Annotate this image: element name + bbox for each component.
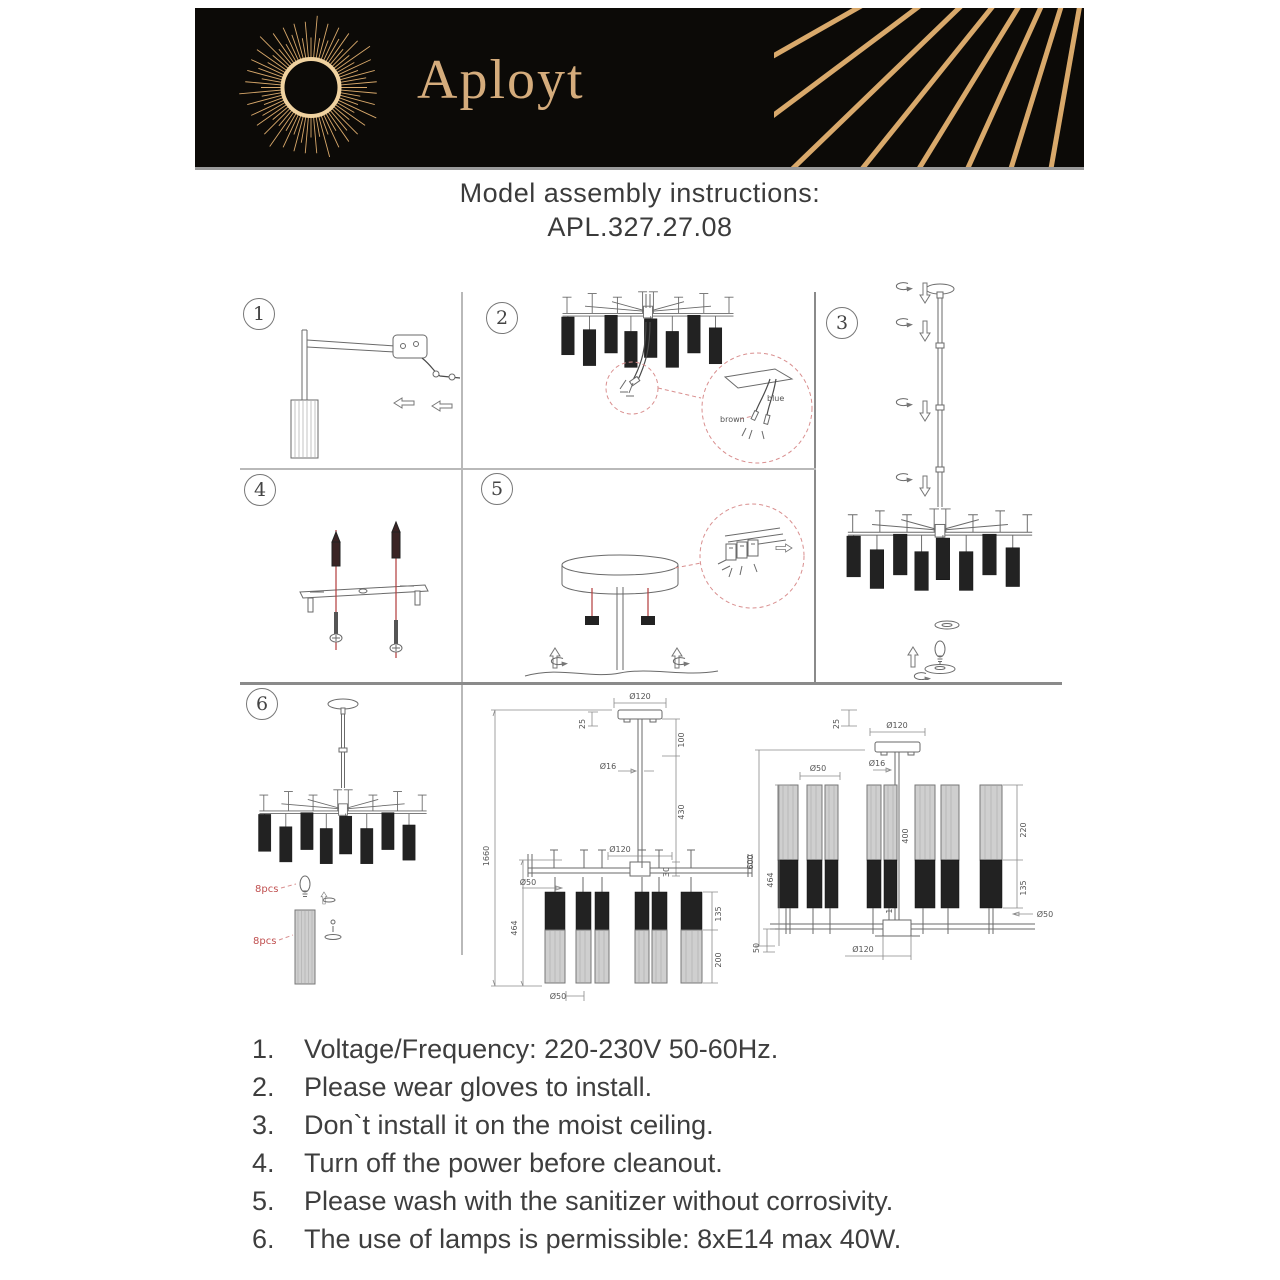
dim-100: 100 [677,732,686,748]
dim-25: 25 [832,718,841,730]
dim-464: 464 [766,872,775,888]
candle-bulb-icon [935,641,945,662]
note-number: 3. [252,1110,275,1140]
dim-30: 30 [662,866,671,878]
up-arrow-icon [908,647,918,667]
rotate-arrow-icon [896,283,913,292]
dim-600: 600 [746,854,755,870]
dim-rod-dia: Ø16 [599,762,617,771]
dim-bottom-dia: Ø50 [549,992,567,1001]
left-arrow-icon [394,398,414,408]
left-arrow-icon [432,401,452,411]
note-item [252,1068,1062,1106]
note-number: 6. [252,1224,275,1254]
dim-135: 135 [714,906,723,922]
note-text: The use of lamps is permissible: 8xE14 max 40W. [304,1224,902,1254]
note-number: 4. [252,1148,275,1178]
step-1-badge: 1 [243,298,275,330]
note-number: 1. [252,1034,275,1064]
wire-label-blue: blue [767,394,785,403]
dim-canopy-dia: Ø120 [629,692,651,701]
brand-name: Aployt [417,49,585,111]
dimension-diagram-up [745,684,1065,984]
note-item [252,1144,1062,1182]
dim-shade-dia: Ø50 [519,878,537,887]
dim-total-height: 1660 [482,845,491,867]
note-number: 2. [252,1072,275,1102]
rotate-arrow-icon [896,474,913,483]
step-4-diagram-bracket [250,480,462,680]
dim-200: 200 [714,952,723,968]
dim-220: 220 [1019,822,1028,838]
step-3-badge: 3 [826,307,858,339]
model-number: APL.327.27.08 [547,212,733,242]
rotate-arrow-icon [914,673,931,680]
dim-hub-dia: Ø120 [852,945,874,954]
note-text: Voltage/Frequency: 220-230V 50-60Hz. [304,1034,779,1064]
shade-column-group [545,892,702,983]
starburst-logo-icon [235,10,387,165]
shade-qty-label: 8pcs [253,936,277,947]
note-text: Don`t install it on the moist ceiling. [304,1110,714,1140]
step-5-badge: 5 [481,473,513,505]
dim-135: 135 [1019,880,1028,896]
dim-400: 400 [901,828,910,844]
step-4-badge: 4 [244,474,276,506]
bulb-qty-label: 8pcs [255,884,279,895]
note-item [252,1220,1062,1258]
step-3-diagram-rod-assembly [825,275,1060,680]
note-text: Turn off the power before cleanout. [304,1148,723,1178]
dim-464: 464 [510,920,519,936]
dim-hub-dia: Ø120 [609,845,631,854]
note-item [252,1106,1062,1144]
shade-column-group [778,785,1002,908]
notes-list [252,1030,1062,1258]
step-6-badge: 6 [246,688,278,720]
down-arrow-icon [920,321,930,341]
step-6-diagram-final [245,692,460,997]
dim-25: 25 [578,718,587,730]
corner-rays-icon [774,8,1084,167]
candle-bulb-icon [300,876,310,897]
rotate-arrow-icon [896,319,913,328]
note-text: Please wear gloves to install. [304,1072,653,1102]
dim-rod-dia: Ø16 [868,759,886,768]
dim-430: 430 [677,804,686,820]
step-2-diagram-wiring [470,288,815,474]
dim-50: 50 [752,942,761,954]
page-title: Model assembly instructions: [459,178,821,208]
brand-banner [195,8,1084,170]
dim-shade-dia: Ø50 [809,764,827,773]
rotate-arrow-icon [896,399,913,408]
note-item [252,1030,1062,1068]
note-number: 5. [252,1186,275,1216]
dim-right-dia: Ø50 [1036,910,1054,919]
dimension-diagram-front [462,684,762,1014]
step-5-diagram-canopy [470,480,815,680]
down-arrow-icon [920,401,930,421]
wire-label-brown: brown [720,415,745,424]
note-item [252,1182,1062,1220]
right-arrow-icon [776,544,792,552]
dim-canopy-dia: Ø120 [886,721,908,730]
note-text: Please wash with the sanitizer without corrosivity. [304,1186,894,1216]
step-1-diagram-arm-shade [250,300,462,465]
step-2-badge: 2 [486,302,518,334]
wiring-detail-callout-small [606,362,658,414]
down-arrow-icon [920,476,930,496]
